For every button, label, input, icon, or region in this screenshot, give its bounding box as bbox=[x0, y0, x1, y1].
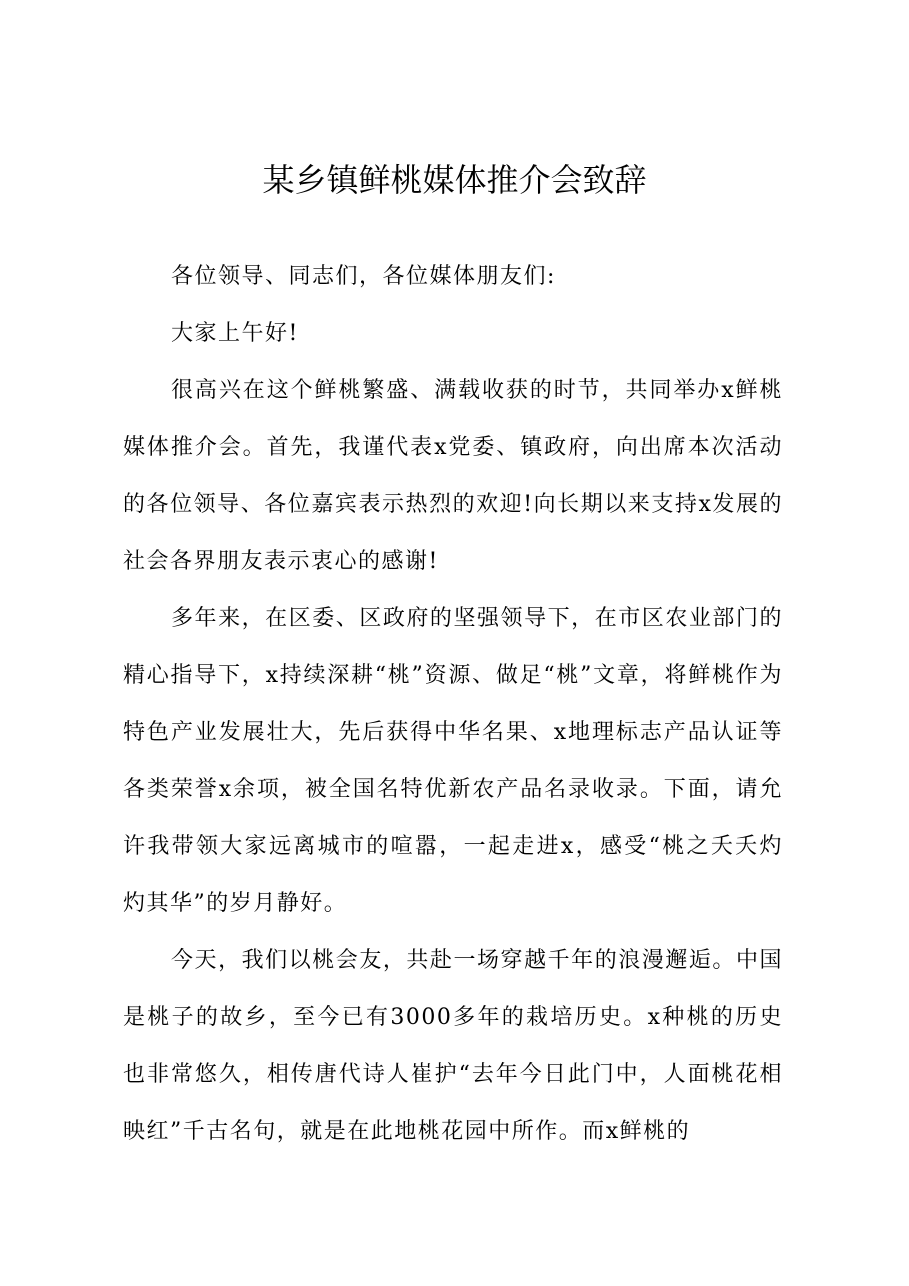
paragraph-greeting: 大家上午好! bbox=[171, 321, 299, 346]
paragraph-history: 今天，我们以桃会友，共赴一场穿越千年的浪漫邂逅。中国是桃子的故乡，至今已有3000多年的栽培历史。x种桃的历史也非常悠久，相传唐代诗人崔护“去年今日此门中，人面桃花相映红”千古名句，就是在此地桃花园中所作。而x鲜桃的 bbox=[123, 948, 783, 1144]
paragraph-welcome: 很高兴在这个鲜桃繁盛、满载收获的时节，共同举办x鲜桃媒体推介会。首先，我谨代表x党委、镇政府，向出席本次活动的各位领导、各位嘉宾表示热烈的欢迎!向长期以来支持x发展的社会各界朋友表示衷心的感谢! bbox=[123, 378, 783, 574]
paragraph-achievements: 多年来，在区委、区政府的坚强领导下，在市区农业部门的精心指导下，x持续深耕“桃”资源、做足“桃”文章，将鲜桃作为特色产业发展壮大，先后获得中华名果、x地理标志产品认证等各类荣誉x余项，被全国名特优新农产品名录收录。下面，请允许我带领大家远离城市的喧嚣，一起走进x，感受“桃之夭夭灼灼其华”的岁月静好。 bbox=[123, 606, 784, 916]
paragraph-salutation: 各位领导、同志们，各位媒体朋友们: bbox=[171, 264, 556, 289]
document-body bbox=[123, 248, 783, 1160]
document-title: 某乡镇鲜桃媒体推介会致辞 bbox=[262, 161, 647, 199]
